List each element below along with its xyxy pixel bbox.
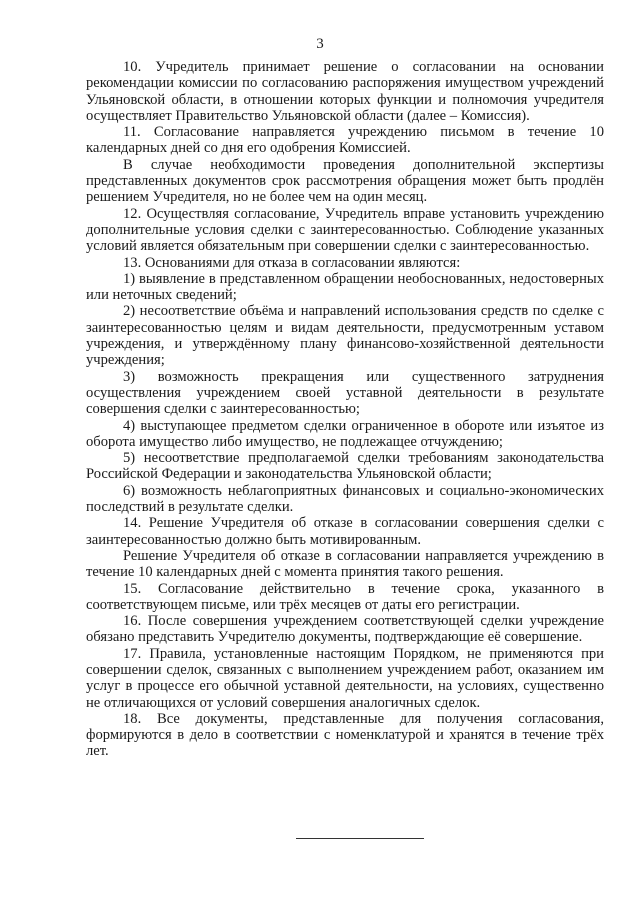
refusal-reason-2: 2) несоответствие объёма и направлений использования средств по сделке с заинтересованностью целям и видам деятельности, предусмотренным уставом учреждения, и утверждённому плану финансово-хозяйственной деятельности учреждения; bbox=[86, 303, 604, 369]
refusal-reason-3: 3) возможность прекращения или существенного затруднения осуществления учреждением своей уставной деятельности в результате совершения сделки с заинтересованностью; bbox=[86, 368, 604, 418]
paragraph-15: 15. Согласование действительно в течение срока, указанного в соответствующем письме, или трёх месяцев от даты его регистрации. bbox=[86, 580, 604, 613]
document-body bbox=[86, 59, 604, 760]
end-of-document-rule bbox=[296, 838, 424, 839]
paragraph-11: 11. Согласование направляется учреждению письмом в течение 10 календарных дней со дня его одобрения Комиссией. bbox=[86, 124, 604, 157]
paragraph-16: 16. После совершения учреждением соответствующей сделки учреждение обязано представить Учредителю документы, подтверждающие её совершение. bbox=[86, 613, 604, 646]
paragraph-10: 10. Учредитель принимает решение о согласовании на основании рекомендации комиссии по согласованию распоряжения имуществом учреждений Ульяновской области, в отношении которых функции и полномочия учредителя осуществляет Правительство Ульяновской области (далее – Комиссия). bbox=[86, 59, 604, 124]
refusal-reason-5: 5) несоответствие предполагаемой сделки требованиям законодательства Российской Федерации и законодательства Ульяновской области; bbox=[86, 450, 604, 483]
paragraph-17: 17. Правила, установленные настоящим Порядком, не применяются при совершении сделок, связанных с выполнением учреждением работ, оказанием им услуг в процессе его обычной уставной деятельности, на условиях, существенно не отличающихся от условий совершения аналогичных сделок. bbox=[86, 645, 604, 711]
refusal-reason-4: 4) выступающее предметом сделки ограниченное в обороте или изъятое из оборота имущество либо имущество, не подлежащее отчуждению; bbox=[86, 417, 604, 450]
paragraph-18: 18. Все документы, представленные для получения согласования, формируются в дело в соответствии с номенклатурой и хранятся в течение трёх лет. bbox=[86, 710, 604, 760]
paragraph-12: 12. Осуществляя согласование, Учредитель вправе установить учреждению дополнительные условия сделки с заинтересованностью. Соблюдение указанных условий является обязательным при совершении сделки с заинтересованностью. bbox=[86, 205, 604, 255]
paragraph-13: 13. Основаниями для отказа в согласовании являются: bbox=[123, 254, 461, 271]
paragraph-14: 14. Решение Учредителя об отказе в согласовании совершения сделки с заинтересованностью должно быть мотивированным. bbox=[86, 515, 604, 548]
paragraph-14-notice: Решение Учредителя об отказе в согласовании направляется учреждению в течение 10 календарных дней с момента принятия такого решения. bbox=[86, 547, 604, 581]
refusal-reason-6: 6) возможность неблагоприятных финансовых и социально-экономических последствий в результате сделки. bbox=[86, 482, 604, 516]
page-number: 3 bbox=[316, 36, 324, 52]
paragraph-11-extension: В случае необходимости проведения дополнительной экспертизы представленных документов срок рассмотрения обращения может быть продлён решением Учредителя, но не более чем на один месяц. bbox=[86, 156, 604, 206]
refusal-reason-1: 1) выявление в представленном обращении необоснованных, недостоверных или неточных сведений; bbox=[86, 270, 604, 304]
